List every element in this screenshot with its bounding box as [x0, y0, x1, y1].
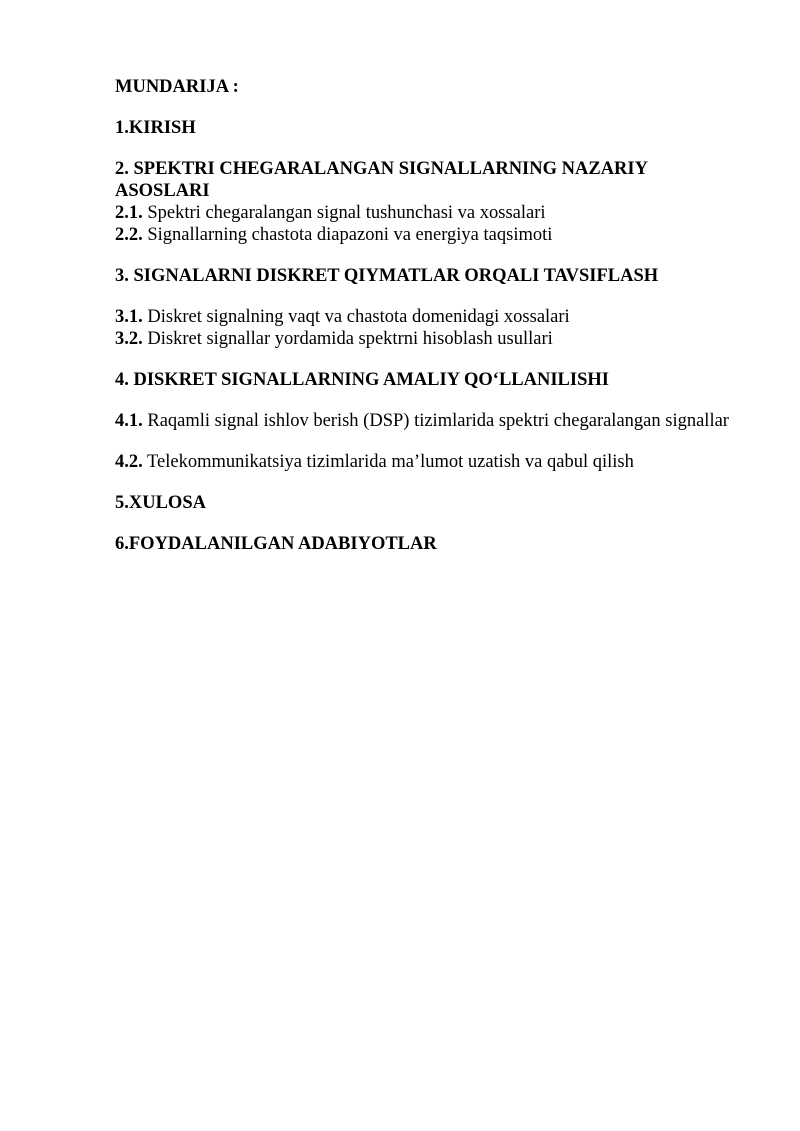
toc-subitem-text: Raqamli signal ishlov berish (DSP) tizimlarida spektri chegaralangan signallar: [142, 411, 729, 431]
toc-subitem-number: 3.2.: [115, 329, 143, 349]
toc-subitem-number: 4.1.: [115, 411, 143, 431]
toc-subitem-text: Diskret signalning vaqt va chastota domenidagi xossalari: [142, 307, 570, 327]
toc-subitem-2-2: [115, 224, 755, 246]
toc-item-section-3: 3. SIGNALARNI DISKRET QIYMATLAR ORQALI TAVSIFLASH: [115, 266, 659, 286]
toc-subitem-text: Diskret signallar yordamida spektrni hisoblash usullari: [142, 329, 553, 349]
toc-subitem-text: Signallarning chastota diapazoni va energiya taqsimoti: [142, 225, 553, 245]
toc-subitem-number: 3.1.: [115, 307, 143, 327]
toc-subitem-text: Spektri chegaralangan signal tushunchasi va xossalari: [142, 203, 546, 223]
toc-subitem-3-2: [115, 328, 755, 350]
toc-subitem-text: Telekommunikatsiya tizimlarida ma’lumot uzatish va qabul qilish: [142, 452, 634, 472]
toc-subitem-4-2: [115, 451, 755, 473]
toc-subitem-2-1: [115, 202, 755, 224]
toc-title: MUNDARIJA :: [115, 77, 239, 97]
toc-item-xulosa: 5.XULOSA: [115, 493, 206, 513]
toc-item-adabiyotlar: 6.FOYDALANILGAN ADABIYOTLAR: [115, 534, 437, 554]
toc-item-section-2: 2. SPEKTRI CHEGARALANGAN SIGNALLARNING NAZARIY ASOSLARI: [115, 159, 648, 201]
toc-item-kirish: 1.KIRISH: [115, 118, 196, 138]
toc-subitem-number: 2.2.: [115, 225, 143, 245]
toc-subitem-number: 4.2.: [115, 452, 143, 472]
toc-item-section-4: 4. DISKRET SIGNALLARNING AMALIY QO‘LLANILISHI: [115, 370, 609, 390]
toc-subitem-4-1: [115, 410, 755, 432]
document-page: [115, 76, 755, 555]
toc-subitem-number: 2.1.: [115, 203, 143, 223]
toc-subitem-3-1: [115, 306, 755, 328]
